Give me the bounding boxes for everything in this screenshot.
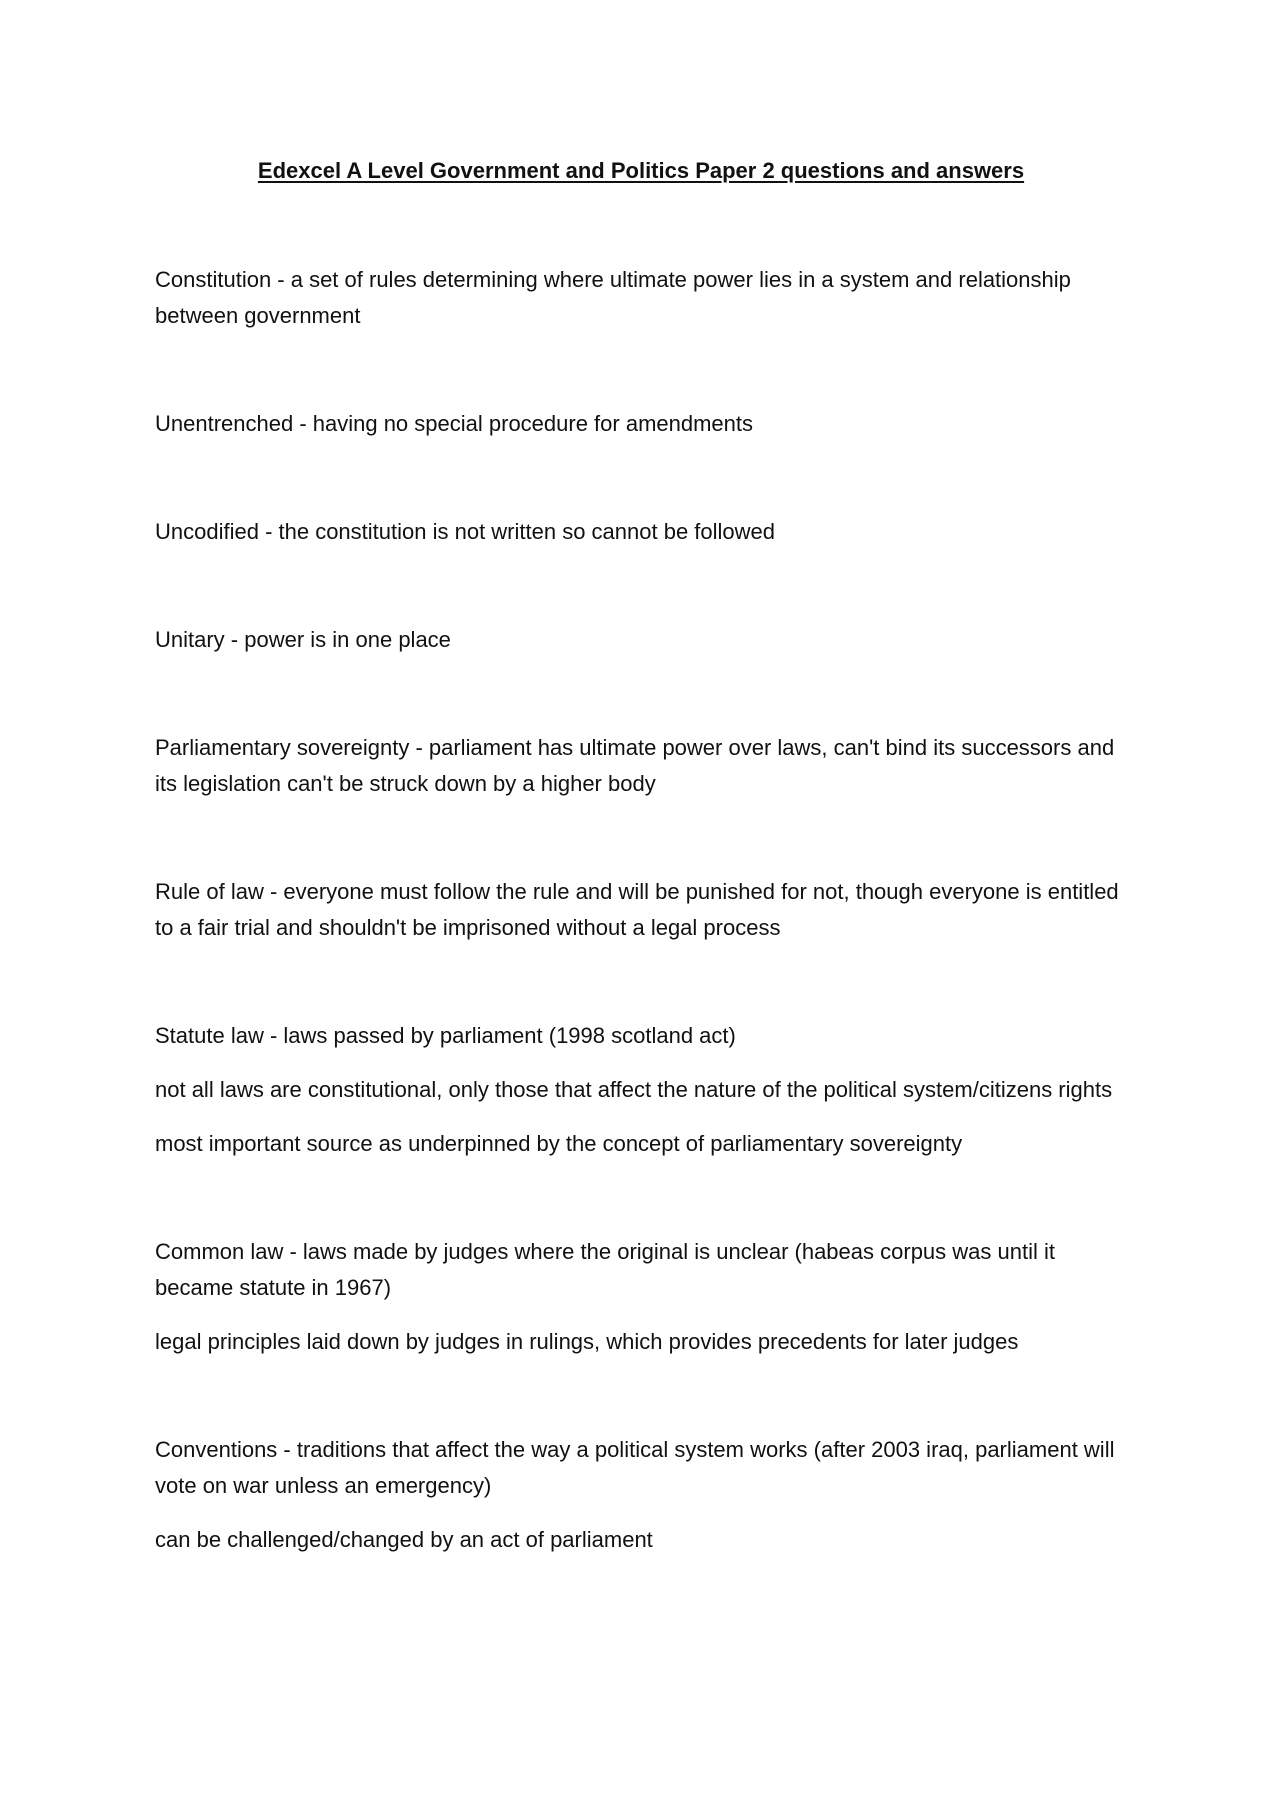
definition-text: Constitution - a set of rules determining where ultimate power lies in a system and relationship between government xyxy=(155,267,1071,328)
definition-conventions xyxy=(155,1432,1127,1558)
blank-line xyxy=(155,334,1127,406)
definition-text: Unitary - power is in one place xyxy=(155,627,451,652)
blank-line xyxy=(155,802,1127,874)
definition-text: Rule of law - everyone must follow the rule and will be punished for not, though everyone is entitled to a fair trial and shouldn't be imprisoned without a legal process xyxy=(155,879,1119,940)
definition-note: can be challenged/changed by an act of parliament xyxy=(155,1527,653,1552)
blank-line xyxy=(155,658,1127,730)
document-body xyxy=(155,262,1127,1558)
definition-text: Conventions - traditions that affect the way a political system works (after 2003 iraq, parliament will vote on war unless an emergency) xyxy=(155,1437,1115,1498)
definition-unitary xyxy=(155,622,1127,658)
definition-unentrenched xyxy=(155,406,1127,442)
definition-constitution xyxy=(155,262,1127,334)
document-title: Edexcel A Level Government and Politics Paper 2 questions and answers xyxy=(257,158,1025,183)
definition-uncodified xyxy=(155,514,1127,550)
definition-note: most important source as underpinned by the concept of parliamentary sovereignty xyxy=(155,1131,963,1156)
definition-rule-of-law xyxy=(155,874,1127,946)
definition-parliamentary-sovereignty xyxy=(155,730,1127,802)
blank-line xyxy=(155,1162,1127,1234)
blank-line xyxy=(155,946,1127,1018)
blank-line xyxy=(155,1360,1127,1432)
definition-text: Statute law - laws passed by parliament (1998 scotland act) xyxy=(155,1023,736,1048)
definition-note: legal principles laid down by judges in rulings, which provides precedents for later judges xyxy=(155,1329,1019,1354)
definition-text: Parliamentary sovereignty - parliament has ultimate power over laws, can't bind its successors and its legislation can't be struck down by a higher body xyxy=(155,735,1115,796)
definition-common-law xyxy=(155,1234,1127,1360)
definition-text: Unentrenched - having no special procedure for amendments xyxy=(155,411,754,436)
definition-text: Uncodified - the constitution is not written so cannot be followed xyxy=(155,519,776,544)
blank-line xyxy=(155,550,1127,622)
blank-line xyxy=(155,442,1127,514)
definition-statute-law xyxy=(155,1018,1127,1162)
definition-note: not all laws are constitutional, only those that affect the nature of the political system/citizens rights xyxy=(155,1077,1113,1102)
definition-text: Common law - laws made by judges where the original is unclear (habeas corpus was until it became statute in 1967) xyxy=(155,1239,1055,1300)
